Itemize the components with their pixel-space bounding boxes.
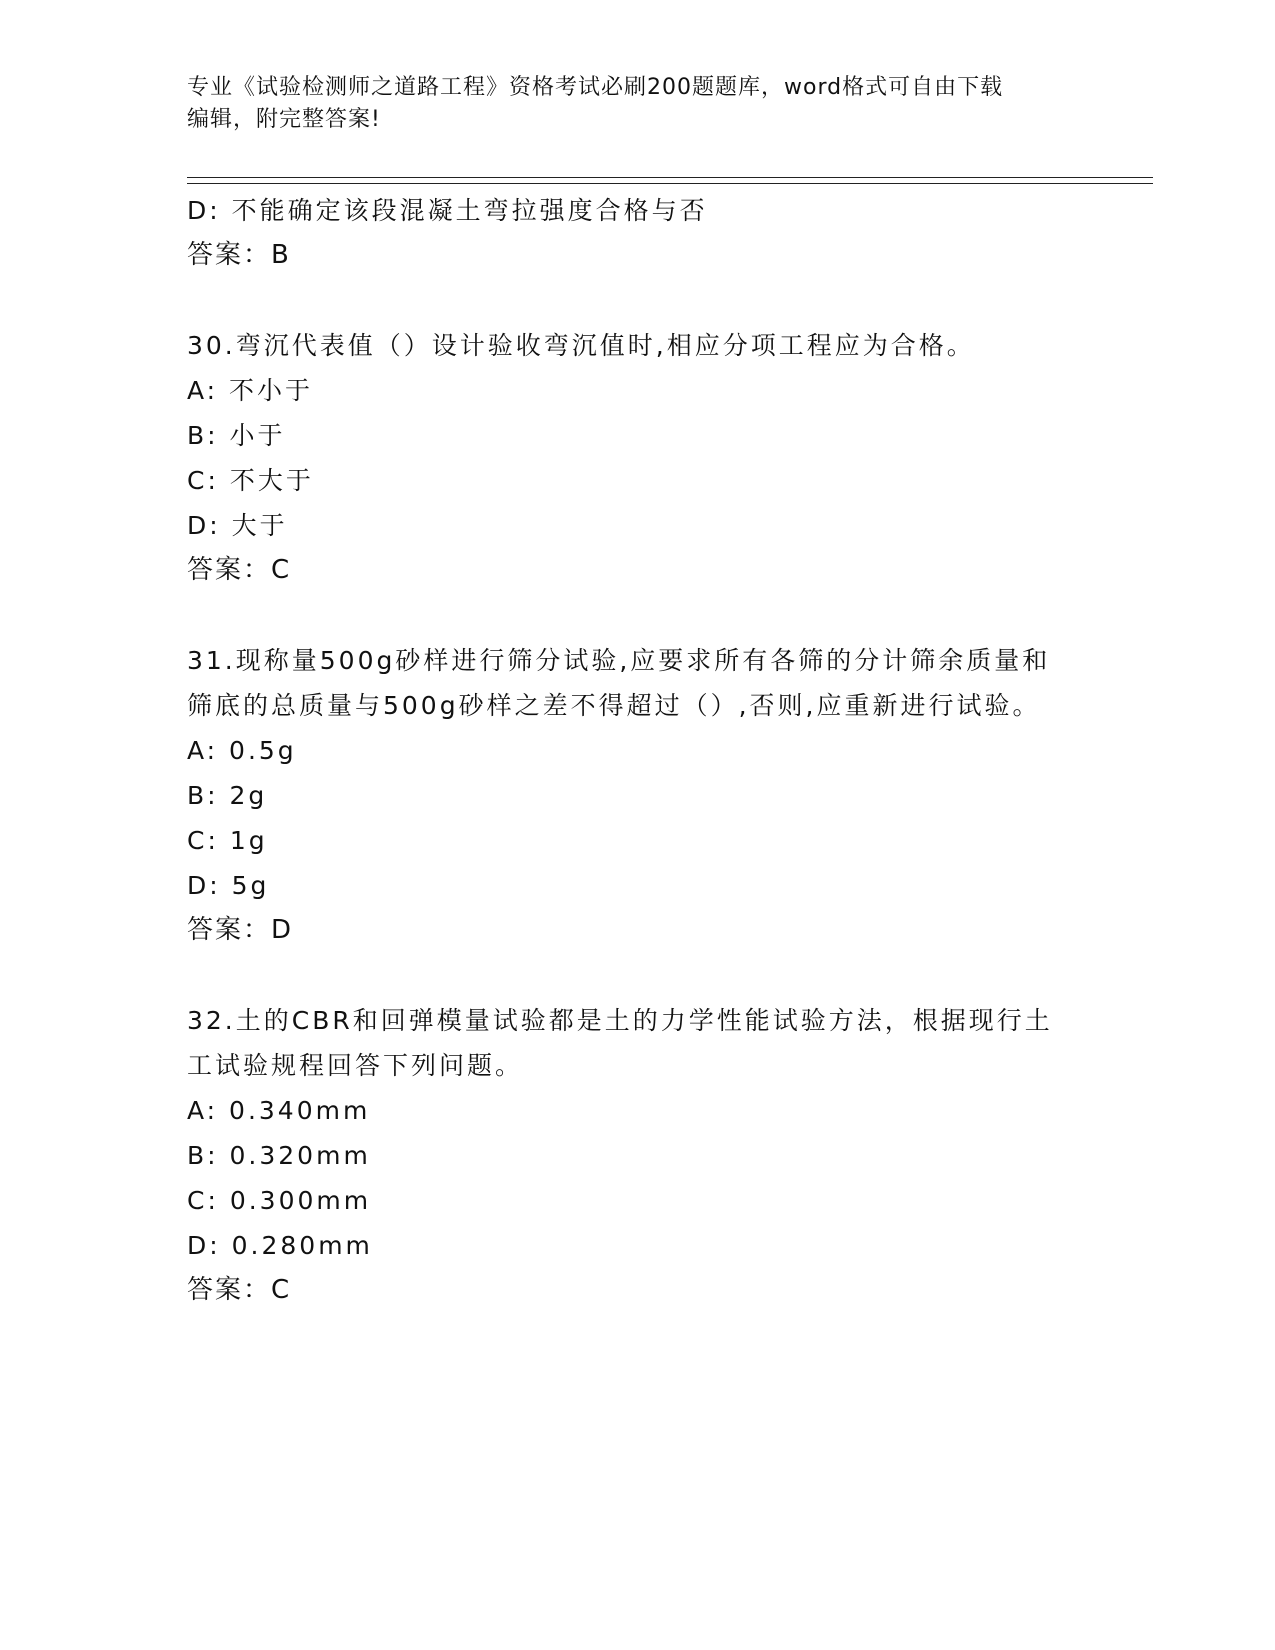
option-d: D: 大于 xyxy=(187,511,288,540)
option-d: D: 不能确定该段混凝土弯拉强度合格与否 xyxy=(187,196,708,225)
question-32 xyxy=(187,998,1087,1313)
header-line-1: 专业《试验检测师之道路工程》资格考试必刷200题题库，word格式可自由下载 xyxy=(187,75,1004,100)
option-d: D: 0.280mm xyxy=(187,1231,373,1260)
option-d: D: 5g xyxy=(187,871,270,900)
option-b: B: 小于 xyxy=(187,421,286,450)
question-text-line-2: 筛底的总质量与500g砂样之差不得超过（）,否则,应重新进行试验。 xyxy=(187,691,1041,720)
header-divider-bottom xyxy=(187,183,1153,184)
question-text: 30.弯沉代表值（）设计验收弯沉值时,相应分项工程应为合格。 xyxy=(187,331,975,360)
answer-line: 答案：C xyxy=(187,1275,292,1305)
question-31 xyxy=(187,638,1087,953)
answer-line: 答案：D xyxy=(187,915,294,945)
question-30 xyxy=(187,323,1087,593)
option-c: C: 0.300mm xyxy=(187,1186,372,1215)
option-a: A: 0.5g xyxy=(187,736,297,765)
page-header xyxy=(187,72,1087,136)
header-divider-top xyxy=(187,177,1153,178)
option-c: C: 1g xyxy=(187,826,268,855)
option-c: C: 不大于 xyxy=(187,466,314,495)
option-b: B: 2g xyxy=(187,781,268,810)
answer-line: 答案：B xyxy=(187,240,291,270)
question-text-line-2: 工试验规程回答下列问题。 xyxy=(187,1051,524,1080)
answer-line: 答案：C xyxy=(187,555,292,585)
question-content xyxy=(187,188,1087,1313)
option-b: B: 0.320mm xyxy=(187,1141,371,1170)
question-text-line-1: 32.土的CBR和回弹模量试验都是土的力学性能试验方法，根据现行土 xyxy=(187,1006,1053,1035)
question-text-line-1: 31.现称量500g砂样进行筛分试验,应要求所有各筛的分计筛余质量和 xyxy=(187,646,1051,675)
option-a: A: 不小于 xyxy=(187,376,314,405)
option-a: A: 0.340mm xyxy=(187,1096,371,1125)
header-line-2: 编辑，附完整答案! xyxy=(187,107,381,132)
previous-question-tail xyxy=(187,188,1087,278)
